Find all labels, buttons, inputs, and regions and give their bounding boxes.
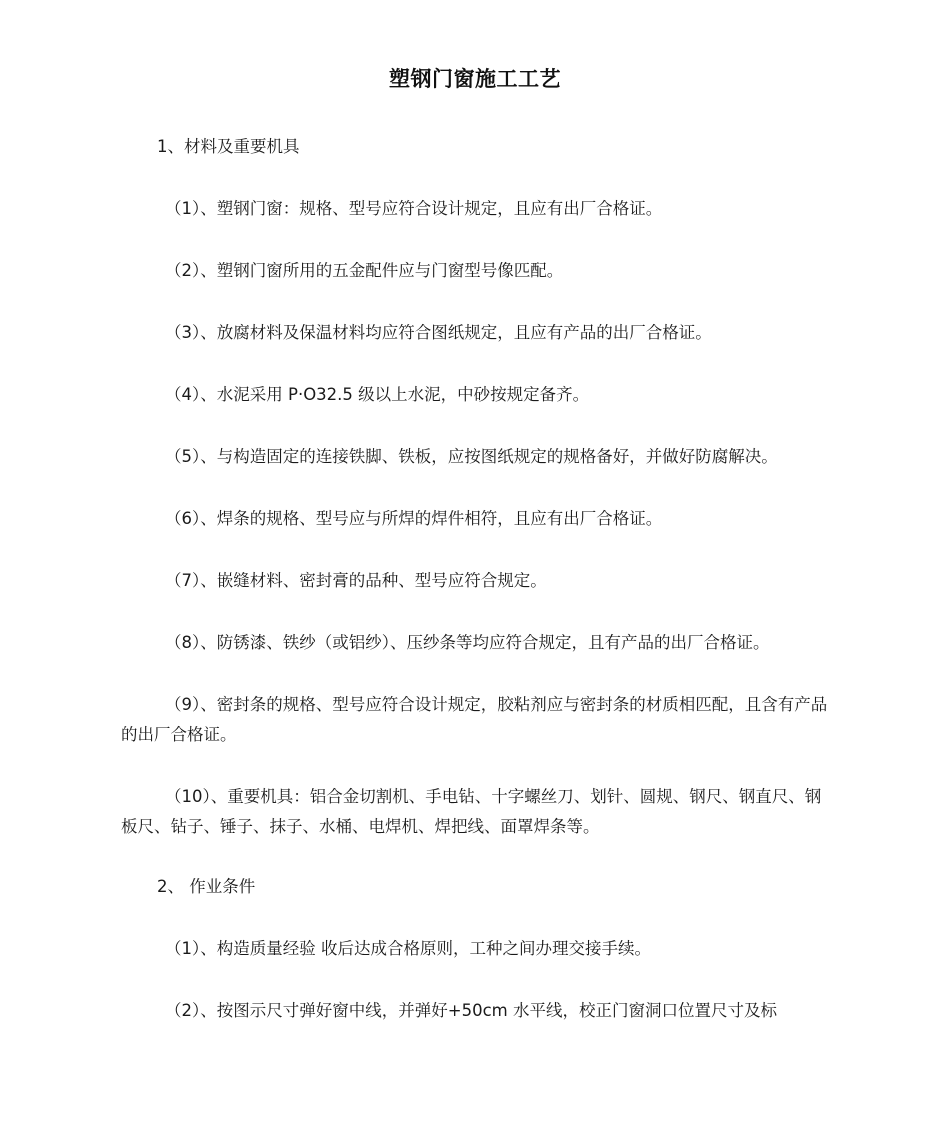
paragraph-item: （9）、密封条的规格、型号应符合设计规定，胶粘剂应与密封条的材质相匹配，且含有产品的出厂合格证。 bbox=[121, 695, 828, 744]
paragraph-item: （1）、构造质量经验 收后达成合格原则，工种之间办理交接手续。 bbox=[165, 939, 651, 958]
paragraph-item: （7）、嵌缝材料、密封膏的品种、型号应符合规定。 bbox=[165, 571, 547, 590]
paragraph-item: （4）、水泥采用 P·O32.5 级以上水泥，中砂按规定备齐。 bbox=[165, 385, 590, 404]
paragraph-item: （6）、焊条的规格、型号应与所焊的焊件相符，且应有出厂合格证。 bbox=[165, 509, 663, 528]
section-heading-materials: 1、材料及重要机具 bbox=[157, 137, 300, 156]
paragraph-item: （5）、与构造固定的连接铁脚、铁板，应按图纸规定的规格备好，并做好防腐解决。 bbox=[165, 447, 778, 466]
document-title: 塑钢门窗施工工艺 bbox=[389, 67, 561, 91]
section-heading-conditions: 2、 作业条件 bbox=[157, 877, 256, 896]
paragraph-item: （8）、防锈漆、铁纱（或铝纱）、压纱条等均应符合规定，且有产品的出厂合格证。 bbox=[165, 633, 770, 652]
paragraph-item: （10）、重要机具：铝合金切割机、手电钻、十字螺丝刀、划针、圆规、钢尺、钢直尺、钢板尺、钻子、锤子、抹子、水桶、电焊机、焊把线、面罩焊条等。 bbox=[121, 787, 822, 836]
paragraph-item: （2）、塑钢门窗所用的五金配件应与门窗型号像匹配。 bbox=[165, 261, 564, 280]
paragraph-item: （1）、塑钢门窗：规格、型号应符合设计规定，且应有出厂合格证。 bbox=[165, 199, 663, 218]
paragraph-item: （3）、放腐材料及保温材料均应符合图纸规定，且应有产品的出厂合格证。 bbox=[165, 323, 712, 342]
paragraph-item: （2）、按图示尺寸弹好窗中线，并弹好+50cm 水平线，校正门窗洞口位置尺寸及标 bbox=[165, 1001, 777, 1020]
